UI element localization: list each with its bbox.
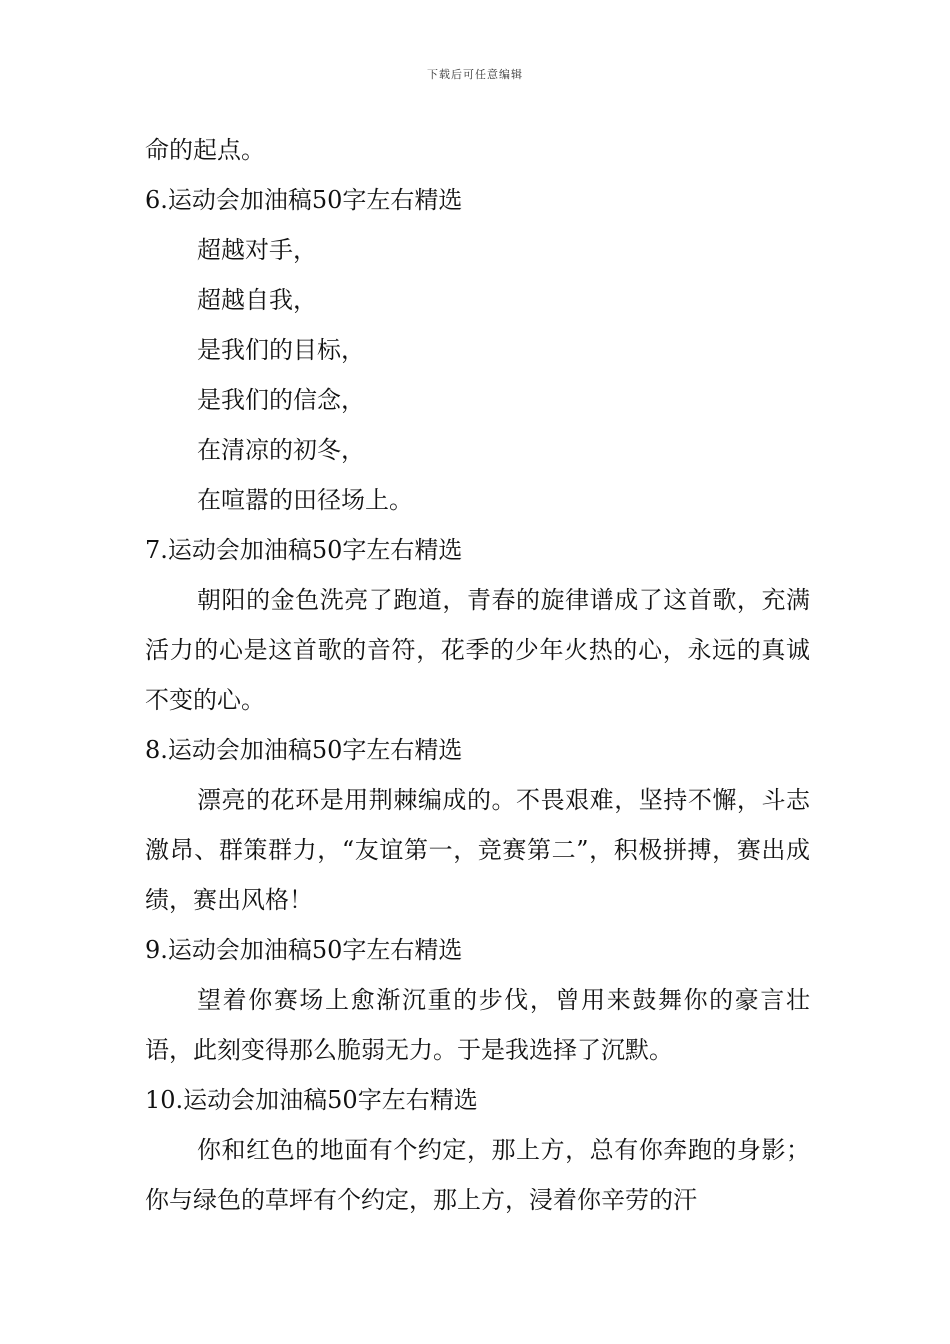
section-heading: 10.运动会加油稿50字左右精选 <box>145 1086 478 1114</box>
section-heading: 9.运动会加油稿50字左右精选 <box>145 936 463 964</box>
section-paragraph: 朝阳的金色洗亮了跑道，青春的旋律谱成了这首歌，充满活力的心是这首歌的音符，花季的少年火热的心，永远的真诚不变的心。 <box>145 586 810 714</box>
verse-line: 在清凉的初冬， <box>197 436 365 464</box>
intro-tail: 命的起点。 <box>145 136 265 164</box>
verse-line: 超越自我， <box>197 286 317 314</box>
page-header: 下载后可任意编辑 <box>427 68 523 81</box>
section-paragraph: 漂亮的花环是用荆棘编成的。不畏艰难，坚持不懈，斗志激昂、群策群力，“友谊第一，竞赛第二”，积极拼搏，赛出成绩，赛出风格！ <box>145 786 810 914</box>
section-heading: 7.运动会加油稿50字左右精选 <box>145 536 463 564</box>
document-body <box>145 125 810 1225</box>
section-heading: 8.运动会加油稿50字左右精选 <box>145 736 463 764</box>
verse-line: 是我们的信念， <box>197 386 365 414</box>
section-paragraph: 望着你赛场上愈渐沉重的步伐，曾用来鼓舞你的豪言壮语，此刻变得那么脆弱无力。于是我选择了沉默。 <box>145 986 810 1064</box>
verse-line: 在喧嚣的田径场上。 <box>197 486 413 514</box>
section-paragraph: 你和红色的地面有个约定，那上方，总有你奔跑的身影；你与绿色的草坪有个约定，那上方，浸着你辛劳的汗 <box>145 1136 810 1214</box>
section-heading: 6.运动会加油稿50字左右精选 <box>145 186 463 214</box>
verse-line: 是我们的目标， <box>197 336 365 364</box>
verse-line: 超越对手， <box>197 236 317 264</box>
